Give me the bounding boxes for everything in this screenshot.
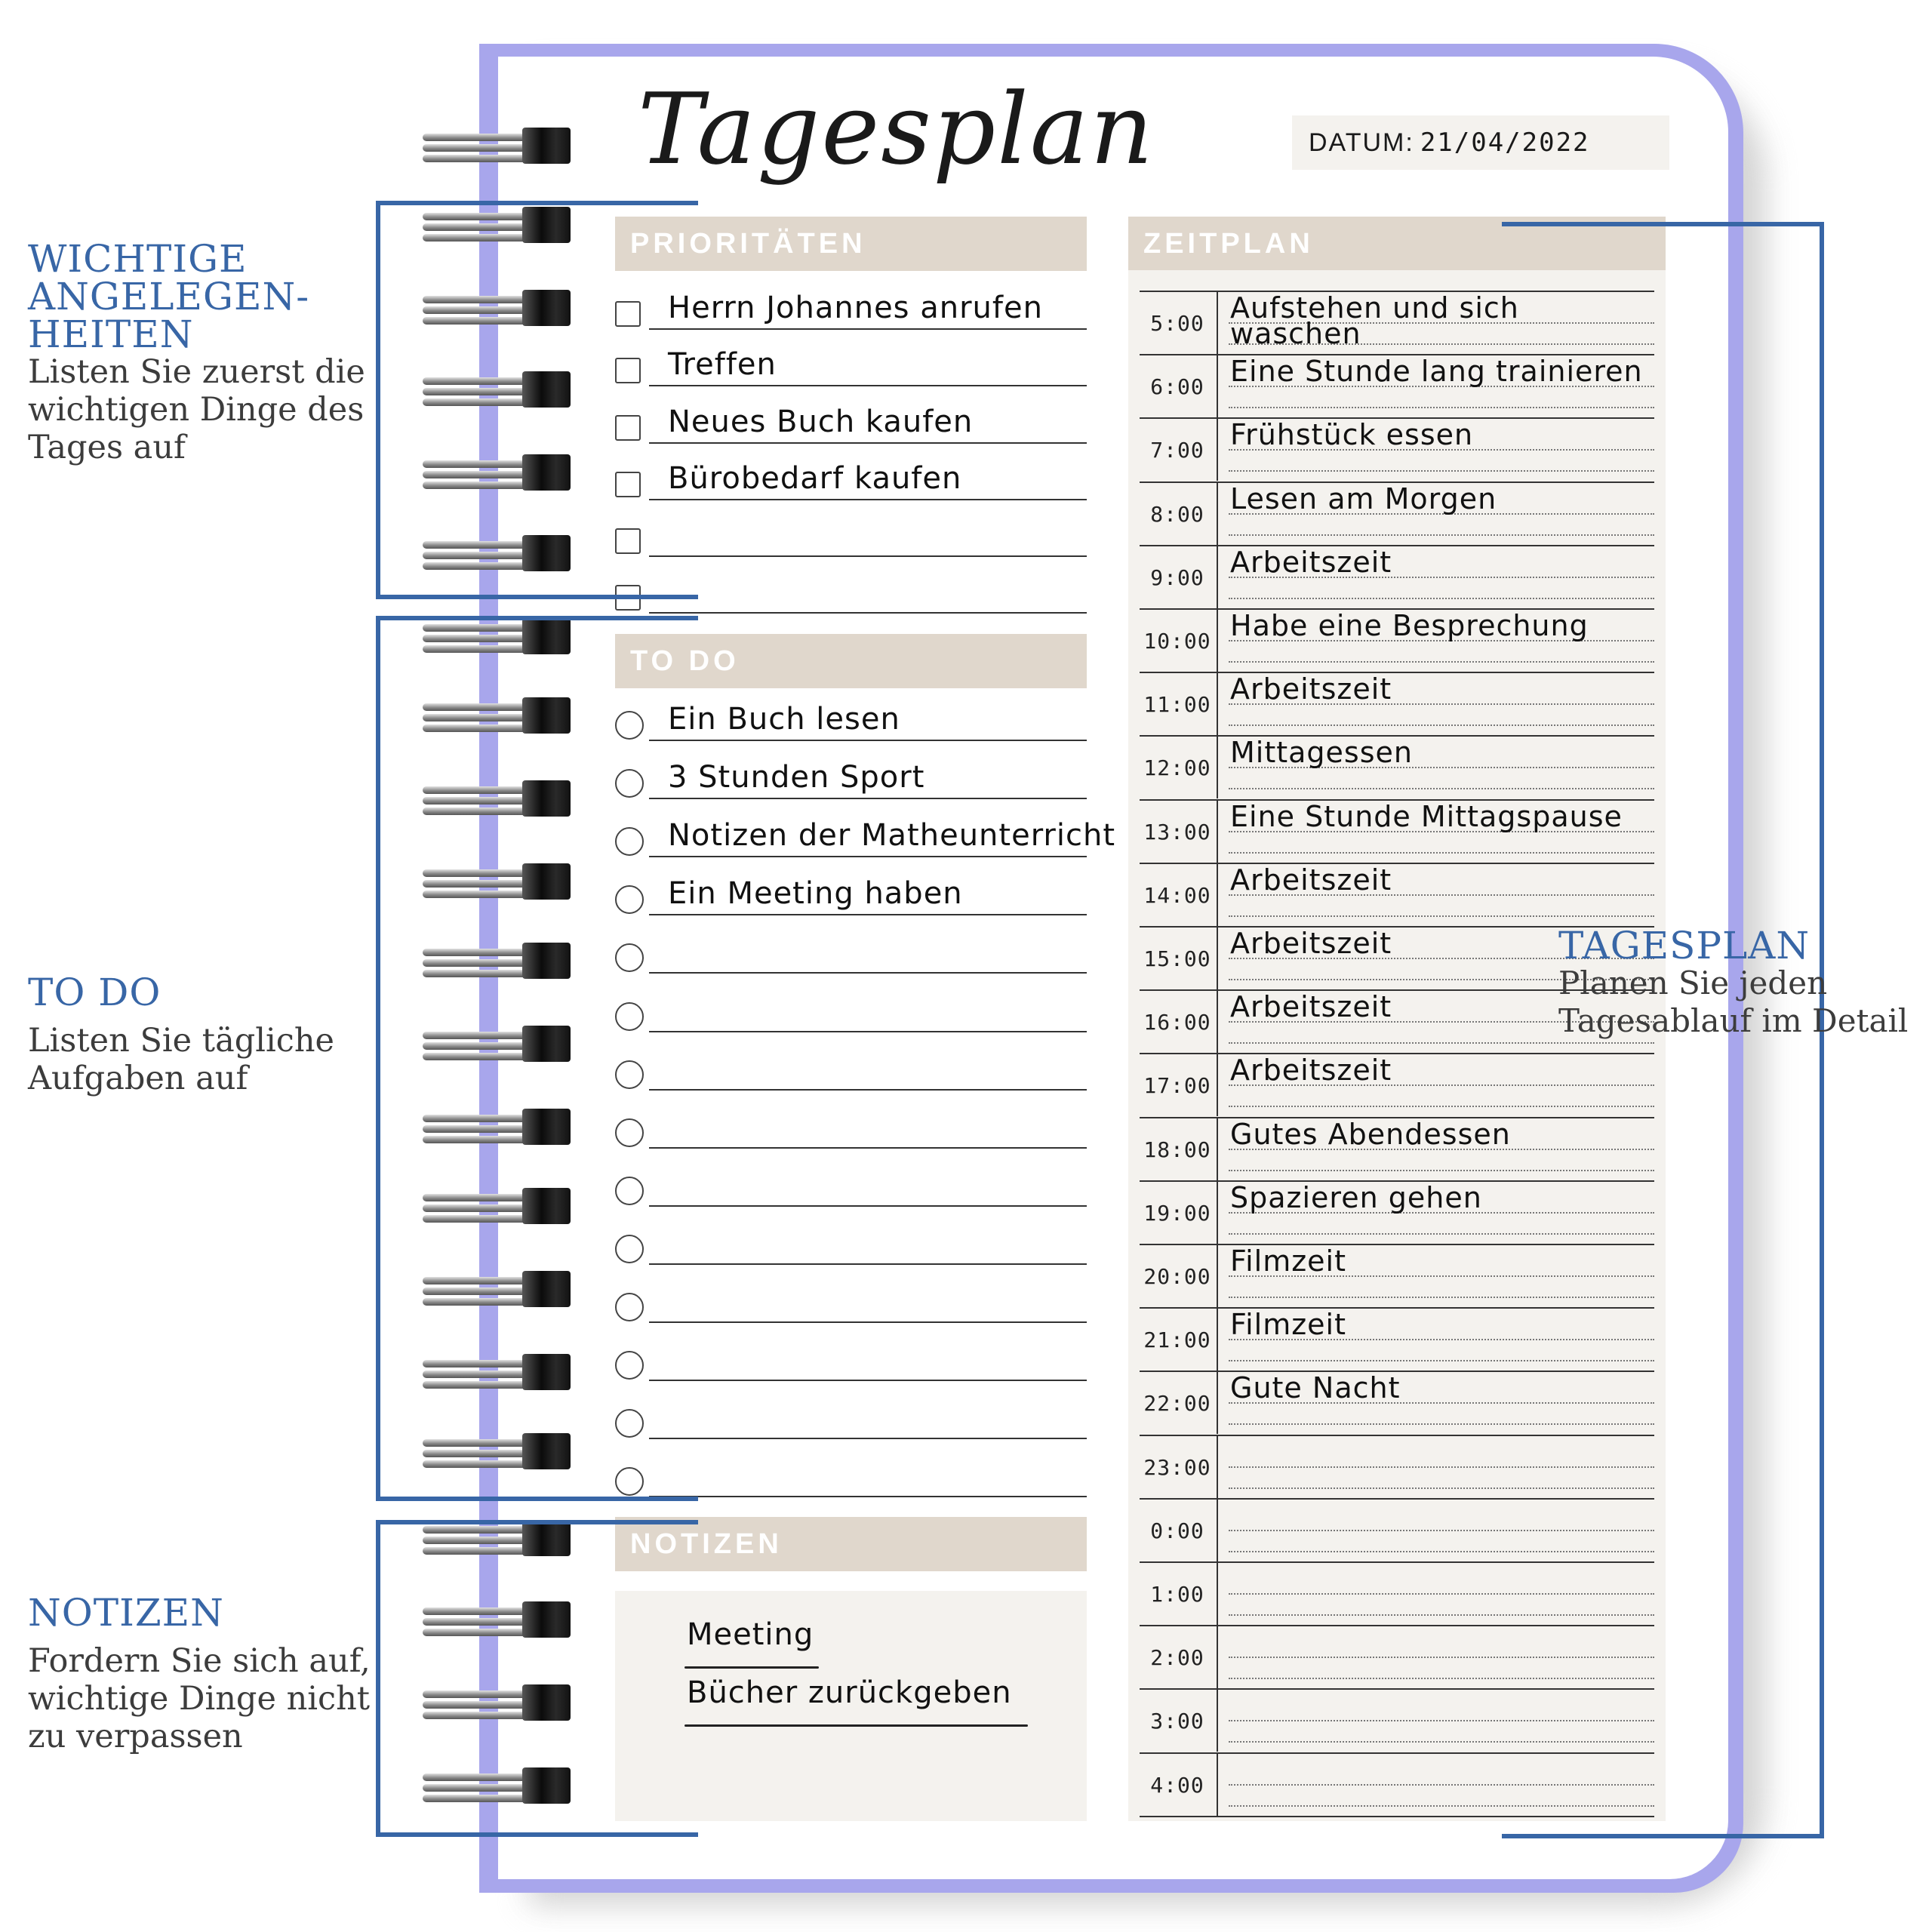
slot-time: 19:00 — [1143, 1200, 1211, 1226]
row-line — [649, 1147, 1087, 1149]
row-line — [649, 798, 1087, 799]
row-line — [649, 1263, 1087, 1265]
slot-time: 21:00 — [1143, 1327, 1211, 1352]
note-item: Meeting — [687, 1617, 814, 1652]
priority-text: Treffen — [668, 347, 777, 382]
slot-divider — [1217, 928, 1218, 989]
slot-time: 16:00 — [1143, 1009, 1211, 1035]
slot-divider — [1217, 801, 1218, 863]
slot-time: 14:00 — [1143, 882, 1211, 908]
annotation-title: TAGESPLAN — [1558, 924, 1810, 968]
slot-task: Aufstehen und sich waschen — [1230, 291, 1519, 350]
slot-divider — [1217, 673, 1218, 735]
slot-time: 0:00 — [1150, 1518, 1204, 1543]
todo-header: TO DO — [615, 634, 1087, 688]
slot-divider — [1217, 991, 1218, 1053]
slot-divider — [1217, 864, 1218, 926]
notes-bracket — [376, 1520, 698, 1837]
note-item: Bücher zurückgeben — [687, 1675, 1012, 1710]
slot-divider — [1217, 1436, 1218, 1498]
schedule-annotation — [1558, 924, 1921, 1040]
row-line — [649, 612, 1087, 614]
note-underline — [685, 1666, 819, 1669]
row-line — [649, 328, 1087, 330]
slot-time: 5:00 — [1150, 310, 1204, 336]
slot-time: 1:00 — [1150, 1581, 1204, 1607]
slot-divider — [1217, 1626, 1218, 1688]
slot-divider — [1217, 1500, 1218, 1561]
priorities-header: PRIORITÄTEN — [615, 217, 1087, 271]
slot-time: 4:00 — [1150, 1772, 1204, 1798]
page-title: Tagesplan — [638, 72, 1155, 186]
priorities-bracket — [376, 201, 698, 599]
slot-time: 12:00 — [1143, 755, 1211, 780]
slot-divider — [1217, 610, 1218, 672]
slot-time: 6:00 — [1150, 374, 1204, 399]
priority-text: Herrn Johannes anrufen — [668, 291, 1043, 325]
slot-task: Lesen am Morgen — [1230, 482, 1497, 515]
slot-divider — [1217, 1118, 1218, 1180]
priority-text: Bürobedarf kaufen — [668, 461, 962, 496]
slot-time: 20:00 — [1143, 1263, 1211, 1289]
note-underline — [685, 1724, 1028, 1727]
slot-divider — [1217, 1182, 1218, 1244]
slot-task: Arbeitszeit — [1230, 927, 1392, 960]
annotation-text: Listen Sie zuerst die wichtigen Dinge des Tages auf — [28, 353, 365, 466]
slot-divider — [1217, 1563, 1218, 1625]
row-line — [649, 555, 1087, 557]
slot-divider — [1217, 483, 1218, 545]
slot-time: 13:00 — [1143, 819, 1211, 844]
slot-task: Filmzeit — [1230, 1244, 1347, 1278]
slot-task: Arbeitszeit — [1230, 546, 1392, 579]
slot-task: Filmzeit — [1230, 1308, 1347, 1341]
slot-divider — [1217, 1754, 1218, 1816]
slot-task: Arbeitszeit — [1230, 990, 1392, 1023]
row-line — [649, 914, 1087, 915]
slot-task: Eine Stunde Mittagspause — [1230, 800, 1623, 833]
slot-divider — [1217, 1372, 1218, 1434]
todo-bracket — [376, 616, 698, 1501]
row-line — [649, 1380, 1087, 1381]
slot-task: Frühstück essen — [1230, 418, 1474, 451]
annotation-text: Fordern Sie sich auf, wichtige Dinge nicht zu verpassen — [28, 1642, 371, 1755]
priority-text: Neues Buch kaufen — [668, 405, 974, 439]
slot-time: 15:00 — [1143, 946, 1211, 971]
slot-task: Mittagessen — [1230, 736, 1413, 769]
spiral-ring — [423, 125, 574, 170]
slot-task: Arbeitszeit — [1230, 863, 1392, 897]
annotation-text: Planen Sie jeden Tagesablauf im Detail — [1558, 964, 1909, 1039]
row-line — [649, 1496, 1087, 1497]
row-line — [649, 1438, 1087, 1439]
row-line — [649, 499, 1087, 500]
slot-divider — [1217, 546, 1218, 608]
slot-time: 7:00 — [1150, 437, 1204, 463]
slot-time: 10:00 — [1143, 628, 1211, 654]
row-line — [649, 1321, 1087, 1323]
priorities-annotation — [28, 237, 375, 466]
todo-text: 3 Stunden Sport — [668, 760, 925, 795]
todo-text: Ein Buch lesen — [668, 702, 900, 737]
slot-task: Habe eine Besprechung — [1230, 609, 1589, 642]
row-line — [649, 385, 1087, 386]
annotation-title: NOTIZEN — [28, 1591, 224, 1635]
notes-annotation — [28, 1591, 375, 1755]
todo-text: Notizen der Matheunterricht — [668, 818, 1116, 853]
slot-task: Gutes Abendessen — [1230, 1118, 1511, 1151]
schedule-header: ZEITPLAN — [1128, 217, 1666, 271]
slot-time: 3:00 — [1150, 1708, 1204, 1734]
annotation-title: TO DO — [28, 971, 162, 1014]
slot-time: 23:00 — [1143, 1454, 1211, 1480]
slot-task: Spazieren gehen — [1230, 1181, 1482, 1214]
slot-divider — [1217, 1690, 1218, 1752]
slot-time: 22:00 — [1143, 1390, 1211, 1416]
row-line — [649, 740, 1087, 741]
row-line — [649, 1205, 1087, 1207]
row-line — [649, 1031, 1087, 1032]
slot-divider — [1217, 419, 1218, 481]
slot-divider — [1217, 292, 1218, 354]
slot-task: Eine Stunde lang trainieren — [1230, 355, 1643, 388]
slot-divider — [1217, 737, 1218, 798]
slot-time: 8:00 — [1150, 501, 1204, 527]
slot-task: Gute Nacht — [1230, 1371, 1401, 1404]
date-value: 21/04/2022 — [1420, 128, 1590, 158]
slot-time: 9:00 — [1150, 565, 1204, 590]
row-line — [649, 856, 1087, 857]
row-line — [649, 972, 1087, 974]
slot-divider — [1217, 1245, 1218, 1307]
slot-task: Arbeitszeit — [1230, 1054, 1392, 1087]
notes-header: NOTIZEN — [615, 1517, 1087, 1571]
date-label: DATUM: — [1309, 128, 1414, 157]
annotation-title: WICHTIGE ANGELEGEN- HEITEN — [28, 237, 310, 356]
slot-time: 18:00 — [1143, 1137, 1211, 1162]
slot-divider — [1217, 1054, 1218, 1116]
slot-time: 17:00 — [1143, 1072, 1211, 1098]
row-line — [649, 442, 1087, 444]
slot-divider — [1217, 355, 1218, 417]
annotation-text: Listen Sie tägliche Aufgaben auf — [28, 1022, 334, 1097]
row-line — [649, 1089, 1087, 1091]
slot-time: 2:00 — [1150, 1644, 1204, 1670]
slot-time: 11:00 — [1143, 691, 1211, 717]
slot-divider — [1217, 1309, 1218, 1371]
todo-text: Ein Meeting haben — [668, 876, 963, 911]
date-field[interactable] — [1292, 115, 1669, 170]
slot-task: Arbeitszeit — [1230, 672, 1392, 706]
todo-annotation — [28, 971, 375, 1097]
